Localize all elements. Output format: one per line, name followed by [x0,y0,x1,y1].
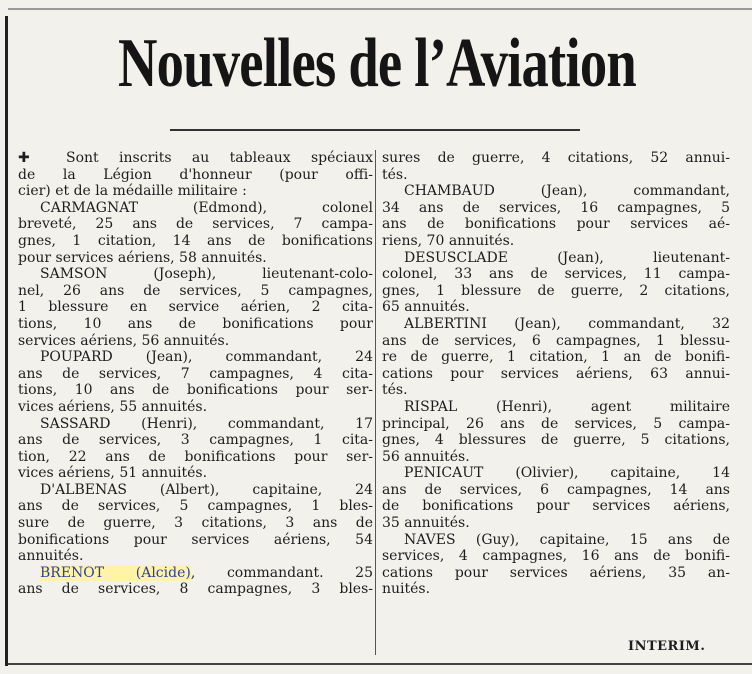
right-column [382,150,730,598]
text-line: principal, 26 ans de services, 5 campa- [382,415,730,432]
text-line: gnes, 4 blessures de guerre, 5 citations, [382,432,730,449]
text-line: tion, 22 ans de bonifications pour ser- [18,448,373,465]
text-line: nuités. [382,581,431,598]
text-line: CHAMBAUD (Jean), commandant, [404,183,730,200]
text-line: cier) et de la médaille militaire : [18,183,247,200]
text-line: cations pour services aériens, 35 an- [382,564,730,581]
text-line: CARMAGNAT (Edmond), colonel [40,199,373,216]
text-line: sure de guerre, 3 citations, 3 ans de [18,515,373,532]
signature: INTERIM. [628,639,706,654]
text-line: SAMSON (Joseph), lieutenant-colo- [40,266,373,283]
text-line: cations pour services aériens, 63 annui- [382,365,730,382]
text-line: services, 4 campagnes, 16 ans de bonifi- [382,548,730,565]
text-line: 35 annuités. [382,515,470,532]
text-line: pour services aériens, 58 annuités. [18,249,267,266]
text-line: tés. [382,166,408,183]
text-line: gnes, 1 blessure de guerre, 2 citations, [382,282,730,299]
text-line: ans de services, 6 campagnes, 14 ans [382,481,730,498]
text-line: RISPAL (Henri), agent militaire [404,398,730,415]
text-line: breveté, 25 ans de services, 7 campa- [18,216,373,233]
text-line: ✚ Sont inscrits au tableaux spéciaux [18,150,373,166]
text-line: nel, 26 ans de services, 5 campagnes, [18,282,373,299]
text-line: 56 annuités. [382,448,470,465]
headline-rule [170,129,580,131]
text-line: vices aériens, 51 annuités. [18,465,208,482]
text-line: gnes, 1 citation, 14 ans de bonifications [18,232,373,249]
text-line: DESUSCLADE (Jean), lieutenant- [404,249,730,266]
text-line: ans de bonifications pour services aé- [382,216,730,233]
text-line: PENICAUT (Olivier), capitaine, 14 [404,465,730,482]
text-line: re de guerre, 1 citation, 1 an de bonifi- [382,349,730,366]
text-line: 34 ans de services, 16 campagnes, 5 [382,199,730,216]
text-line: tions, 10 ans de bonifications pour [18,315,373,332]
bottom-border [8,663,752,665]
text-line: services aériens, 56 annuités. [18,332,230,349]
highlighted-name: BRENOT (Alcide) [40,564,191,581]
text-line: tions, 10 ans de bonifications pour ser- [18,382,373,399]
text-line: riens, 70 annuités. [382,232,515,249]
text-line: de bonifications pour services aériens, [382,498,730,515]
text-line: POUPARD (Jean), commandant, 24 [40,349,373,366]
text-line: de la Légion d'honneur (pour offi- [18,166,373,183]
top-border [8,8,752,10]
text-line: NAVES (Guy), capitaine, 15 ans de [404,531,730,548]
headline: Nouvelles de l’Aviation [118,25,636,102]
text-line: colonel, 33 ans de services, 11 campa- [382,266,730,283]
text-line: tés. [382,382,408,399]
left-border [5,16,8,666]
column-divider [375,150,376,655]
text-line: sures de guerre, 4 citations, 52 annui- [382,150,730,166]
text-line: ans de services, 7 campagnes, 4 cita- [18,365,373,382]
highlighted-entry-line [18,565,373,582]
text-line: annuités. [18,548,84,565]
text-line: ans de services, 8 campagnes, 3 bles- [18,581,373,598]
text-line: vices aériens, 55 annuités. [18,398,208,415]
text-line: 65 annuités. [382,299,470,316]
text-line: ALBERTINI (Jean), commandant, 32 [404,315,730,332]
text-line: SASSARD (Henri), commandant, 17 [40,415,373,432]
text-line: ans de services, 5 campagnes, 1 bles- [18,498,373,515]
text-line: ans de services, 3 campagnes, 1 cita- [18,432,373,449]
highlighted-entry-rest: , commandant. 25 [190,564,373,581]
text-line: ans de services, 6 campagnes, 1 blessu- [382,332,730,349]
left-column [18,150,373,598]
text-line: 1 blessure en service aérien, 2 cita- [18,299,373,316]
text-line: D'ALBENAS (Albert), capitaine, 24 [40,481,373,498]
text-line: bonifications pour services aériens, 54 [18,531,373,548]
